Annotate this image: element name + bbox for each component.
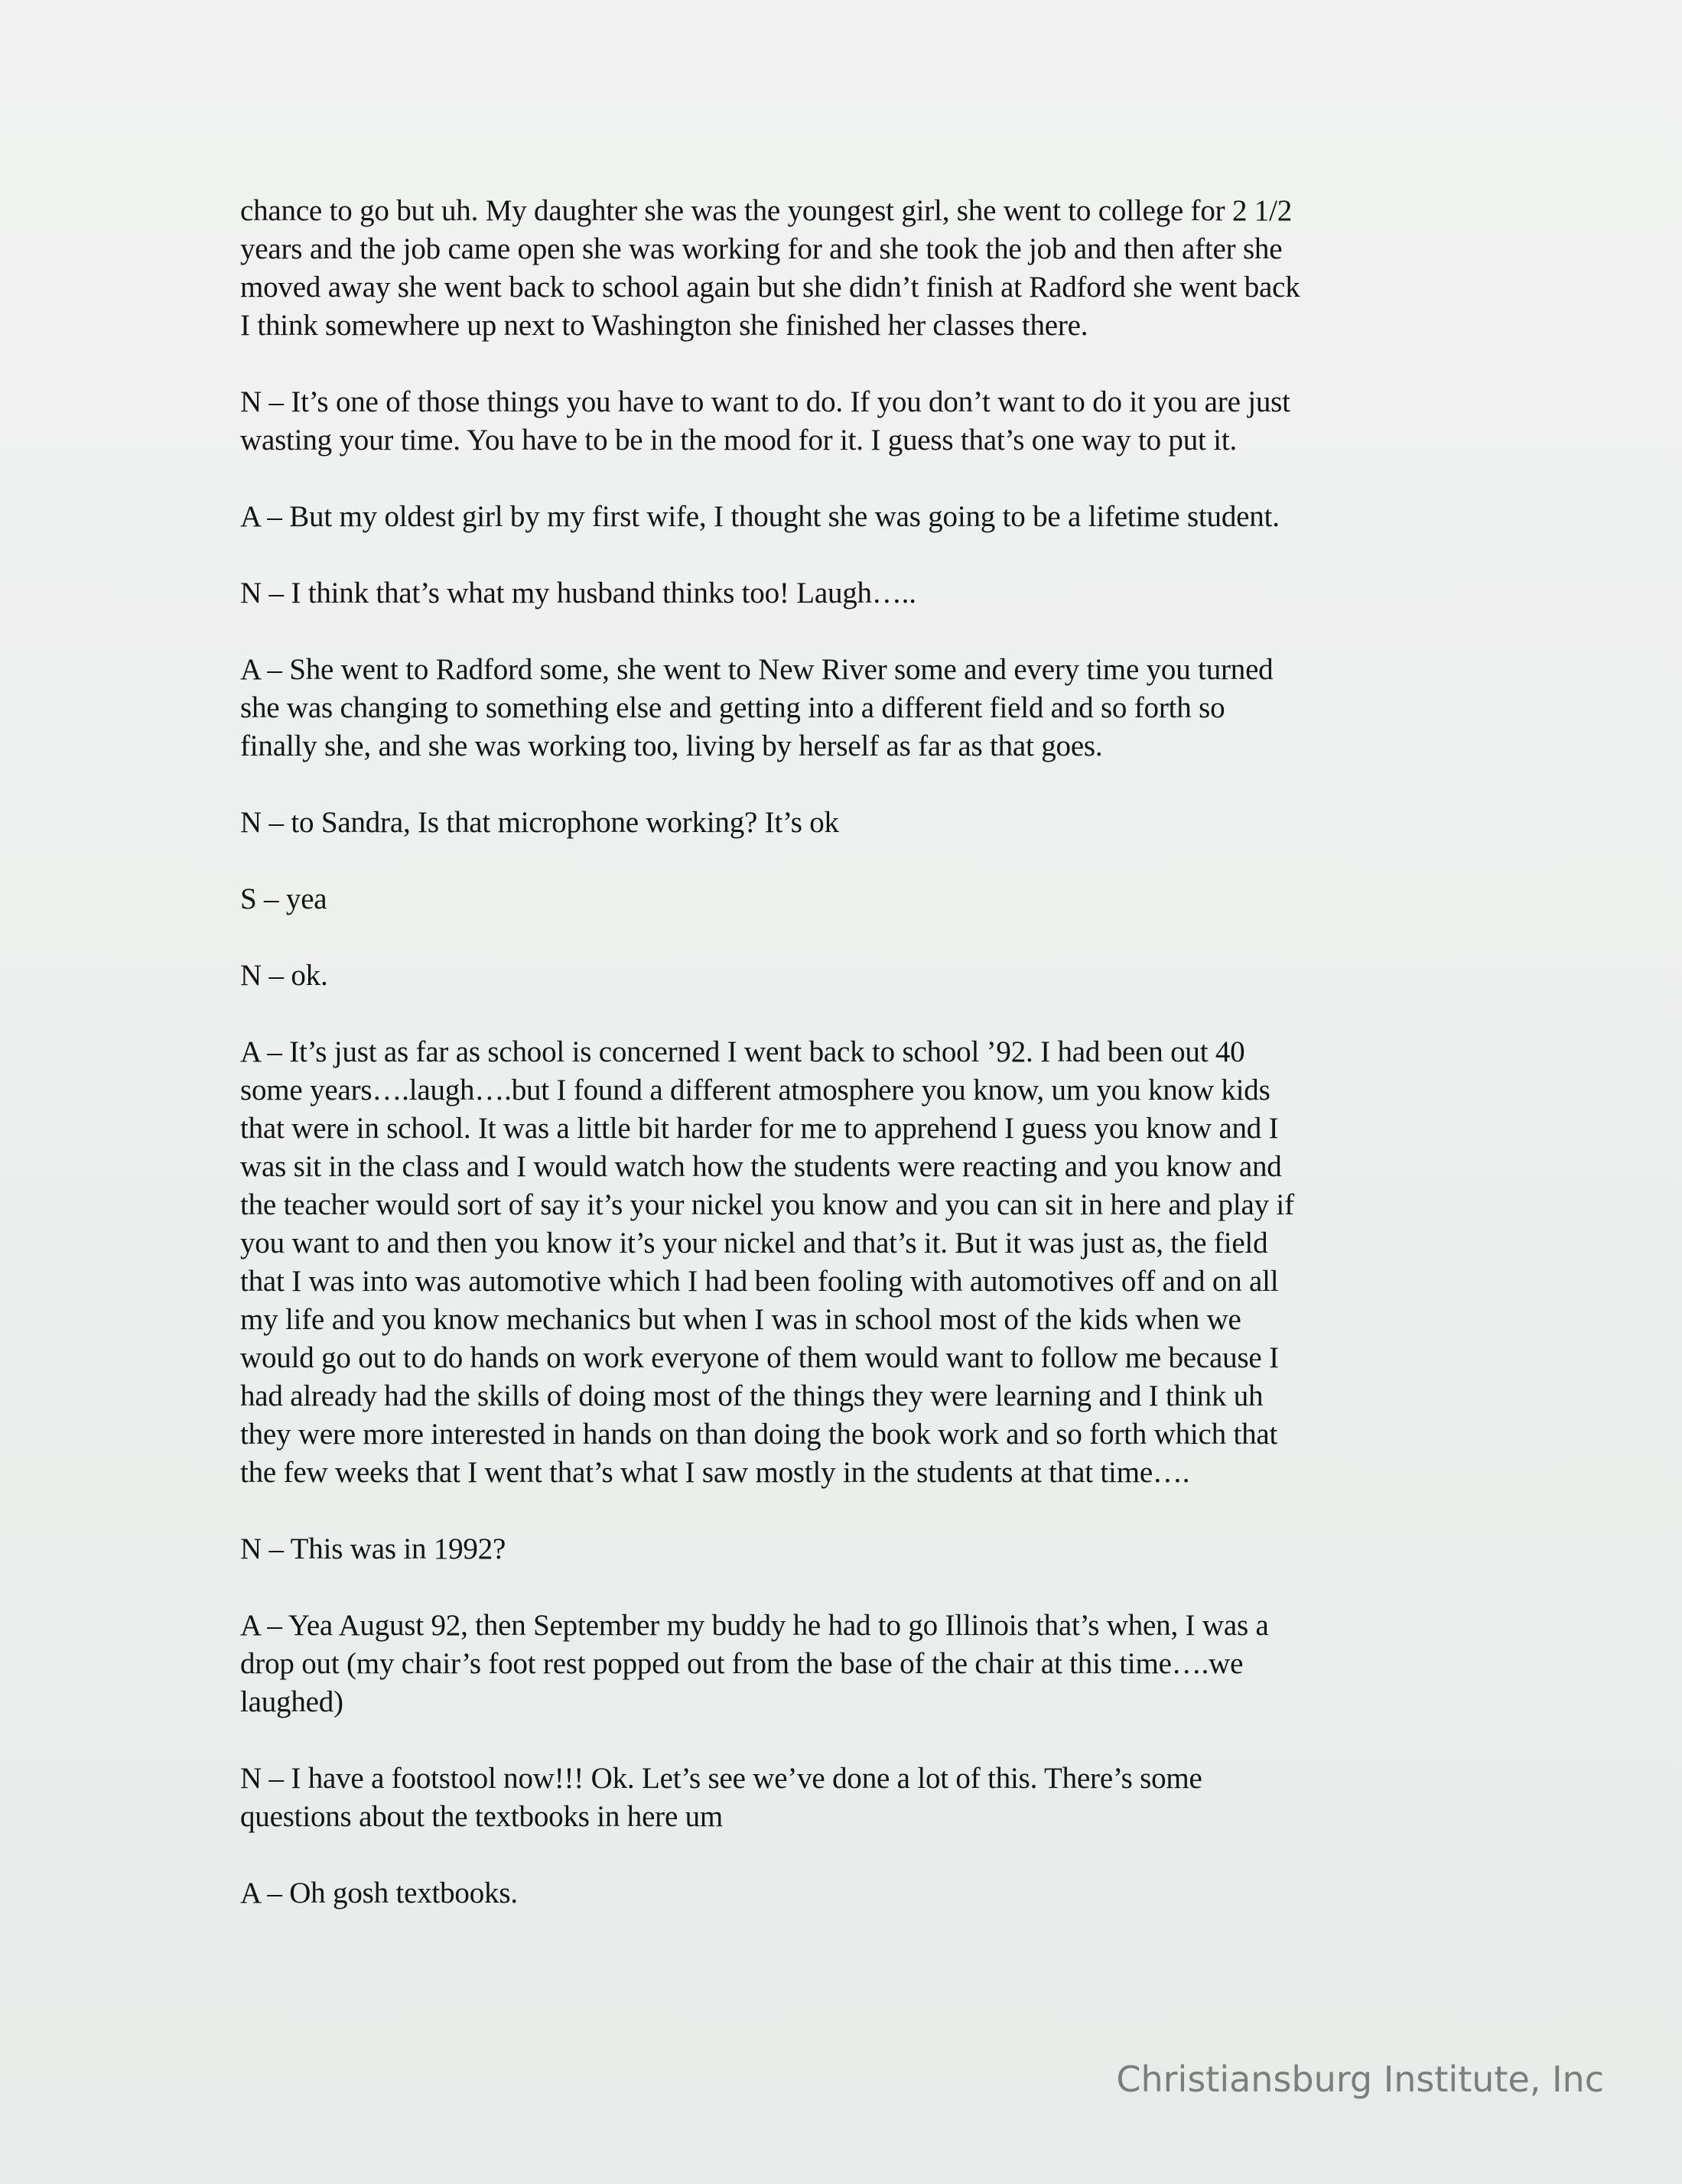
watermark-text: Christiansburg Institute, Inc: [1116, 2059, 1604, 2100]
transcript-paragraph: A – Oh gosh textbooks.: [240, 1877, 518, 1909]
interview-transcript: [240, 192, 1479, 1951]
transcript-paragraph: N – ok.: [240, 959, 328, 992]
transcript-paragraph: A – But my oldest girl by my first wife, I thought she was going to be a lifetime student.: [240, 500, 1280, 533]
transcript-paragraph: N – I have a footstool now!!! Ok. Let’s see we’ve done a lot of this. There’s some questions about the textbooks in here um: [240, 1762, 1202, 1833]
transcript-paragraph: A – It’s just as far as school is concerned I went back to school ’92. I had been out 40 some years….laugh….but I found a different atmosphere you know, um you know kids that were in school. It was a little bit harder for me to apprehend I guess you know and I was sit in the class and I would watch how the students were reacting and you know and the teacher would sort of say it’s your nickel you know and you can sit in here and play if you want to and then you know it’s your nickel and that’s it. But it was just as, the field that I was into was automotive which I had been fooling with automotives off and on all my life and you know mechanics but when I was in school most of the kids when we would go out to do hands on work everyone of them would want to follow me because I had already had the skills of doing most of the things they were learning and I think uh they were more interested in hands on than doing the book work and so forth which that the few weeks that I went that’s what I saw mostly in the students at that time….: [240, 1035, 1294, 1489]
transcript-paragraph: N – I think that’s what my husband thinks too! Laugh…..: [240, 577, 916, 609]
transcript-paragraph: A – She went to Radford some, she went to New River some and every time you turned she was changing to something else and getting into a different field and so forth so finally she, and she was working too, living by herself as far as that goes.: [240, 653, 1274, 762]
transcript-paragraph: N – to Sandra, Is that microphone working? It’s ok: [240, 806, 839, 839]
transcript-paragraph: N – It’s one of those things you have to want to do. If you don’t want to do it you are just wasting your time. You have to be in the mood for it. I guess that’s one way to put it.: [240, 385, 1290, 457]
transcript-paragraph: S – yea: [240, 882, 327, 915]
transcript-paragraph: A – Yea August 92, then September my buddy he had to go Illinois that’s when, I was a drop out (my chair’s foot rest popped out from the base of the chair at this time….we laughed): [240, 1609, 1269, 1718]
transcript-paragraph: N – This was in 1992?: [240, 1532, 506, 1565]
transcript-paragraph: chance to go but uh. My daughter she was the youngest girl, she went to college for 2 1/2 years and the job came open she was working for and she took the job and then after she moved away she went back to school again but she didn’t finish at Radford she went back I think somewhere up next to Washington she finished her classes there.: [240, 194, 1300, 342]
